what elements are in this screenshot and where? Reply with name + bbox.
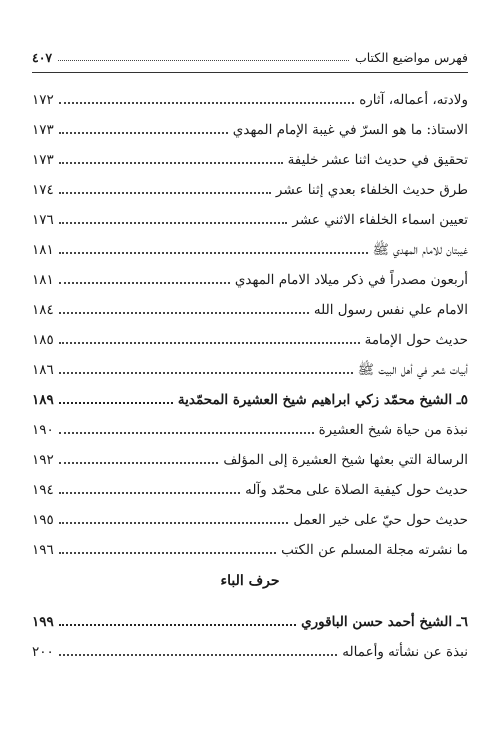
dot-leader (59, 624, 296, 626)
header-page-number: ٤٠٧ (32, 49, 53, 65)
entry-page-number: ١٨٥ (32, 331, 54, 348)
entry-page-number: ١٧٤ (32, 181, 54, 198)
chapter-page-number: ١٩٩ (32, 613, 54, 630)
entry-title: أبيات شعر في أهل البيت ﷺ (357, 361, 468, 378)
toc-entry (32, 410, 468, 440)
entry-title: تحقيق في حديث اثنا عشر خليفة (287, 151, 468, 168)
dot-leader (59, 654, 337, 656)
entry-title: ولادته، أعماله، آثاره (359, 91, 468, 108)
entry-page-number: ١٧٢ (32, 91, 54, 108)
entry-title: الاستاذ: ما هو السرّ في غيبة الإمام المهدي (232, 121, 468, 138)
dot-leader (59, 162, 283, 164)
dot-leader (59, 432, 314, 434)
toc-chapter-entry (32, 380, 468, 410)
entry-page-number: ١٨٤ (32, 301, 54, 318)
dot-leader (59, 402, 173, 404)
chapter-title: ٥ـ الشيخ محمّد زكي ابراهيم شيخ العشيرة المحمّدية (177, 391, 468, 408)
toc-entry (32, 350, 468, 380)
toc-entries (32, 80, 468, 662)
entry-title: تعيين اسماء الخلفاء الاثني عشر (292, 211, 468, 228)
chapter-title: ٦ـ الشيخ أحمد حسن الباقوري (301, 613, 468, 630)
dot-leader (59, 312, 309, 314)
entry-title: حديث حول كيفية الصلاة على محمّد وآله (245, 481, 468, 498)
entry-page-number: ١٩٥ (32, 511, 54, 528)
header-title: فهرس مواضيع الكتاب (354, 49, 468, 65)
toc-entry (32, 320, 468, 350)
entry-page-number: ١٩٠ (32, 421, 54, 438)
dot-leader (59, 372, 353, 374)
toc-entry (32, 632, 468, 662)
toc-entry (32, 80, 468, 110)
toc-entry (32, 140, 468, 170)
entry-page-number: ١٨١ (32, 241, 54, 258)
toc-entry (32, 170, 468, 200)
entry-title: حديث حول حيّ على خير العمل (293, 511, 468, 528)
dot-leader (59, 522, 288, 524)
dot-leader (59, 552, 276, 554)
dot-leader (59, 132, 228, 134)
entry-page-number: ١٩٦ (32, 541, 54, 558)
entry-title: نبذة من حياة شيخ العشيرة (318, 421, 468, 438)
entry-title: نبذة عن نشأته وأعماله (342, 643, 468, 660)
entry-page-number: ٢٠٠ (32, 643, 54, 660)
toc-entry (32, 260, 468, 290)
entry-page-number: ١٧٣ (32, 151, 54, 168)
entry-page-number: ١٧٣ (32, 121, 54, 138)
toc-entry (32, 290, 468, 320)
entry-title: الامام علي نفس رسول الله (313, 301, 468, 318)
entry-title: حديث حول الإمامة (364, 331, 468, 348)
entry-title: أربعون مصدراً في ذكر ميلاد الامام المهدي (234, 271, 468, 288)
dot-leader (59, 192, 271, 194)
entry-title: طرق حديث الخلفاء بعدي إثنا عشر (275, 181, 468, 198)
entry-page-number: ١٧٦ (32, 211, 54, 228)
entry-title: الرسالة التي بعثها شيخ العشيرة إلى المؤلف (223, 451, 468, 468)
dot-leader (59, 222, 287, 224)
dot-leader (59, 462, 218, 464)
header-rule (32, 72, 468, 73)
dot-leader (59, 252, 368, 254)
toc-entry (32, 230, 468, 260)
section-heading: حرف الباء (220, 573, 280, 589)
entry-page-number: ١٩٤ (32, 481, 54, 498)
chapter-page-number: ١٨٩ (32, 391, 54, 408)
entry-page-number: ١٩٢ (32, 451, 54, 468)
toc-entry (32, 470, 468, 500)
dot-leader (58, 60, 349, 61)
toc-chapter-entry (32, 602, 468, 632)
dot-leader (59, 492, 240, 494)
entry-title: ما نشرته مجلة المسلم عن الكتب (281, 541, 468, 558)
toc-entry (32, 500, 468, 530)
entry-page-number: ١٨١ (32, 271, 54, 288)
dot-leader (59, 102, 354, 104)
entry-page-number: ١٨٦ (32, 361, 54, 378)
toc-entry (32, 440, 468, 470)
dot-leader (59, 342, 360, 344)
running-header (32, 44, 468, 66)
dot-leader (59, 282, 230, 284)
toc-entry (32, 200, 468, 230)
toc-entry (32, 110, 468, 140)
entry-title: غيبتان للامام المهدي ﷺ (372, 241, 468, 258)
toc-entry (32, 530, 468, 560)
